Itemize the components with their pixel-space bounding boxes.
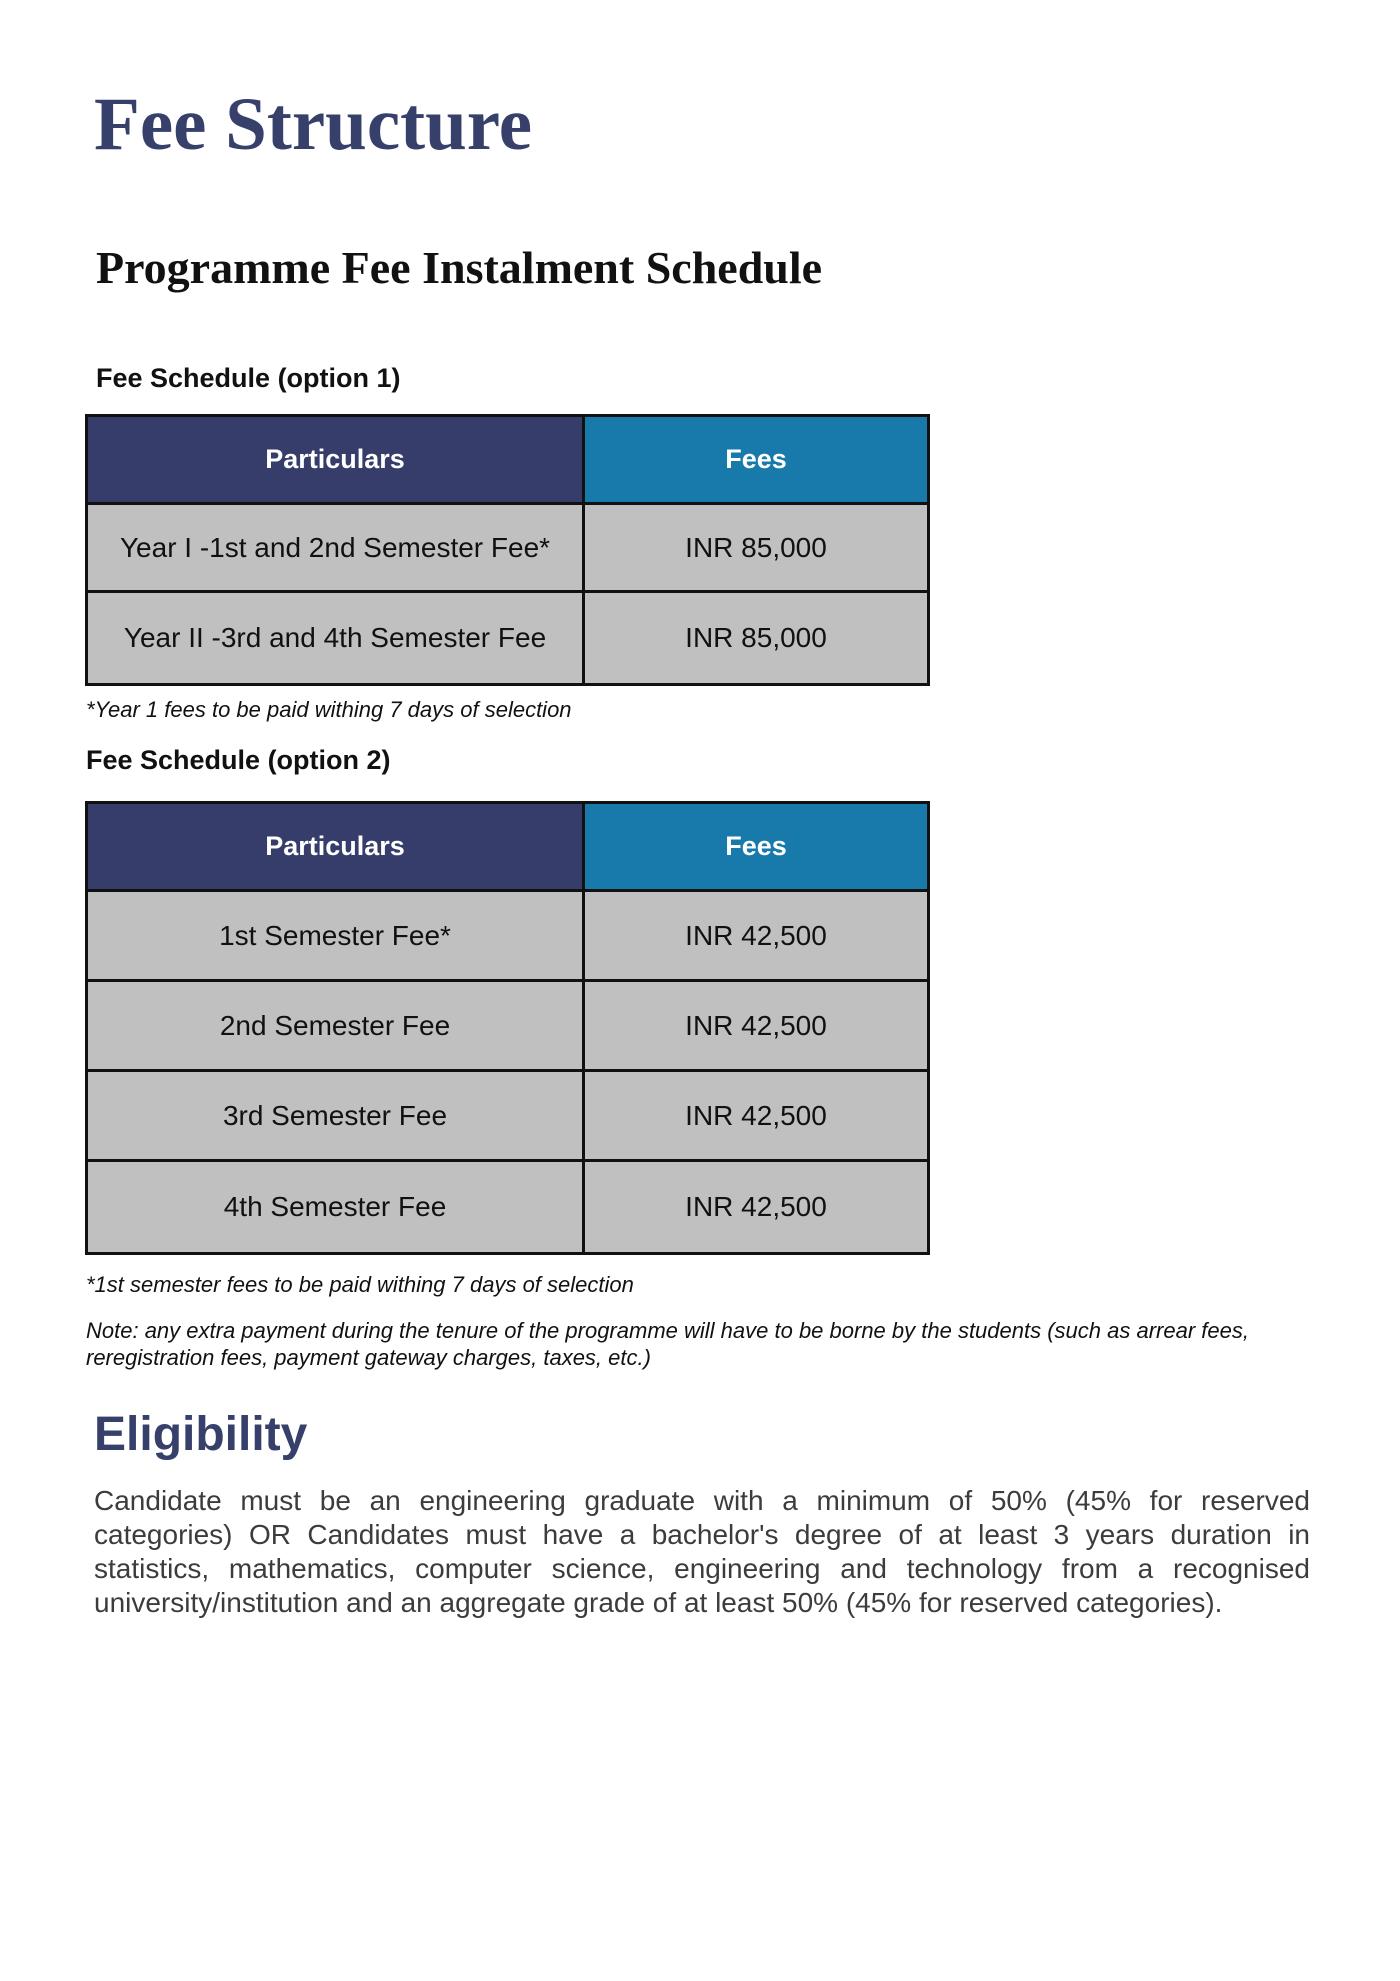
extra-payment-note: Note: any extra payment during the tenure of the programme will have to be borne by the students (such as arrear fees, reregistration fees, payment gateway charges, taxes, etc.)	[86, 1318, 1249, 1370]
particular-cell: 3rd Semester Fee	[87, 1071, 584, 1161]
table-row	[87, 1071, 929, 1161]
fee-schedule-option1-footnote: *Year 1 fees to be paid withing 7 days of selection	[86, 697, 572, 722]
table-row	[87, 504, 929, 592]
fee-cell: INR 42,500	[584, 891, 929, 981]
table-row	[87, 1161, 929, 1254]
column-header-particulars: Particulars	[87, 416, 584, 504]
column-header-fees: Fees	[584, 803, 929, 891]
particular-cell: 2nd Semester Fee	[87, 981, 584, 1071]
fee-schedule-option1-table	[85, 414, 930, 686]
eligibility-title: Eligibility	[94, 1408, 308, 1461]
particular-cell: Year I -1st and 2nd Semester Fee*	[87, 504, 584, 592]
fee-cell: INR 42,500	[584, 1161, 929, 1254]
fee-cell: INR 85,000	[584, 592, 929, 685]
table-row	[87, 592, 929, 685]
particular-cell: 4th Semester Fee	[87, 1161, 584, 1254]
table-row	[87, 981, 929, 1071]
fee-schedule-option2-footnote: *1st semester fees to be paid withing 7 days of selection	[86, 1272, 634, 1297]
table-header-row	[87, 803, 929, 891]
table-header-row	[87, 416, 929, 504]
page-title: Fee Structure	[94, 83, 533, 166]
fee-schedule-option1-heading: Fee Schedule (option 1)	[96, 363, 401, 393]
fee-cell: INR 42,500	[584, 1071, 929, 1161]
table-row	[87, 891, 929, 981]
column-header-particulars: Particulars	[87, 803, 584, 891]
section-title: Programme Fee Instalment Schedule	[96, 242, 823, 293]
fee-schedule-option2-heading: Fee Schedule (option 2)	[86, 745, 391, 775]
fee-cell: INR 42,500	[584, 981, 929, 1071]
particular-cell: Year II -3rd and 4th Semester Fee	[87, 592, 584, 685]
fee-cell: INR 85,000	[584, 504, 929, 592]
particular-cell: 1st Semester Fee*	[87, 891, 584, 981]
column-header-fees: Fees	[584, 416, 929, 504]
fee-schedule-option2-table	[85, 801, 930, 1255]
eligibility-text: Candidate must be an engineering graduate with a minimum of 50% (45% for reserved categories) OR Candidates must have a bachelor's degree of at least 3 years duration in statistics, mathematics, computer science, engineering and technology from a recognised university/institution and an aggregate grade of at least 50% (45% for reserved categories).	[94, 1485, 1310, 1618]
